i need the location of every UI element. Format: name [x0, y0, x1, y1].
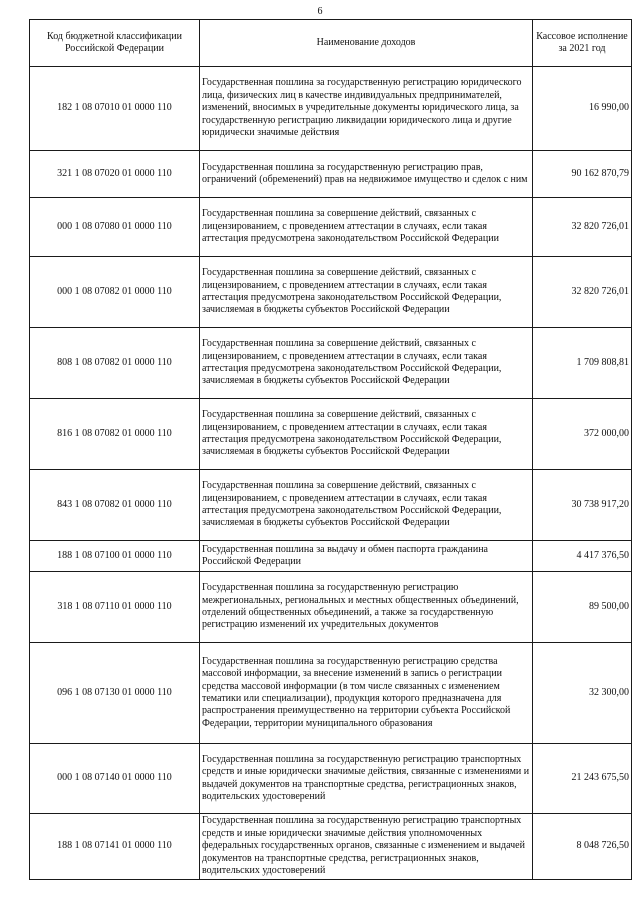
table-row — [30, 744, 632, 814]
name-cell: Государственная пошлина за государственную регистрацию прав, ограничений (обременений) прав на недвижимое имущество и сделок с ним — [200, 151, 533, 198]
name-cell: Государственная пошлина за совершение действий, связанных с лицензированием, с проведением аттестации в случаях, если такая аттестация предусмотрена законодательством Российской Федерации, зачисляемая в бюджеты субъектов Российской Федерации — [200, 257, 533, 328]
code-cell: 182 1 08 07010 01 0000 110 — [30, 67, 200, 151]
amount-cell: 8 048 726,50 — [533, 814, 632, 880]
table-row — [30, 257, 632, 328]
name-cell: Государственная пошлина за совершение действий, связанных с лицензированием, с проведением аттестации в случаях, если такая аттестация предусмотрена законодательством Российской Федерации, зачисляемая в бюджеты субъектов Российской Федерации — [200, 399, 533, 470]
code-cell: 318 1 08 07110 01 0000 110 — [30, 572, 200, 643]
name-cell: Государственная пошлина за государственную регистрацию юридического лица, физических лиц в качестве индивидуальных предпринимателей, изменений, вносимых в учредительные документы юридического лица, за государственную регистрацию ликвидации юридического лица и другие юридически значимые действия — [200, 67, 533, 151]
amount-cell: 32 300,00 — [533, 643, 632, 744]
name-cell: Государственная пошлина за государственную регистрацию транспортных средств и иные юридически значимые действия, связанные с изменениями и выдачей документов на транспортные средства, регистрационных знаков, водительских удостоверений — [200, 744, 533, 814]
table-row — [30, 151, 632, 198]
name-cell: Государственная пошлина за государственную регистрацию транспортных средств и иные юридически значимые действия уполномоченных федеральных государственных органов, связанные с изменением и выдачей документов на транспортные средства, регистрационных знаков, водительских удостоверений — [200, 814, 533, 880]
table-row — [30, 328, 632, 399]
page-number: 6 — [317, 6, 323, 17]
name-cell: Государственная пошлина за совершение действий, связанных с лицензированием, с проведением аттестации в случаях, если такая аттестация предусмотрена законодательством Российской Федерации — [200, 198, 533, 257]
table-header-row — [30, 20, 632, 67]
code-cell: 816 1 08 07082 01 0000 110 — [30, 399, 200, 470]
amount-cell: 89 500,00 — [533, 572, 632, 643]
amount-cell: 372 000,00 — [533, 399, 632, 470]
name-cell: Государственная пошлина за выдачу и обмен паспорта гражданина Российской Федерации — [200, 541, 533, 572]
code-cell: 000 1 08 07080 01 0000 110 — [30, 198, 200, 257]
code-cell: 321 1 08 07020 01 0000 110 — [30, 151, 200, 198]
code-cell: 843 1 08 07082 01 0000 110 — [30, 470, 200, 541]
amount-cell: 1 709 808,81 — [533, 328, 632, 399]
amount-cell: 32 820 726,01 — [533, 198, 632, 257]
header-name: Наименование доходов — [200, 20, 533, 67]
amount-cell: 21 243 675,50 — [533, 744, 632, 814]
table-row — [30, 399, 632, 470]
amount-cell: 90 162 870,79 — [533, 151, 632, 198]
amount-cell: 30 738 917,20 — [533, 470, 632, 541]
code-cell: 188 1 08 07141 01 0000 110 — [30, 814, 200, 880]
header-code: Код бюджетной классификации Российской Федерации — [30, 20, 200, 67]
code-cell: 000 1 08 07140 01 0000 110 — [30, 744, 200, 814]
code-cell: 000 1 08 07082 01 0000 110 — [30, 257, 200, 328]
amount-cell: 4 417 376,50 — [533, 541, 632, 572]
code-cell: 808 1 08 07082 01 0000 110 — [30, 328, 200, 399]
header-amount: Кассовое исполнение за 2021 год — [533, 20, 632, 67]
name-cell: Государственная пошлина за государственную регистрацию межрегиональных, региональных и местных общественных объединений, отделений общественных объединений, а также за государственную регистрацию изменений их учредительных документов — [200, 572, 533, 643]
amount-cell: 16 990,00 — [533, 67, 632, 151]
name-cell: Государственная пошлина за государственную регистрацию средства массовой информации, за внесение изменений в запись о регистрации средства массовой информации (в том числе связанных с изменением тематики или специализации), продукция которого предназначена для распространения преимущественно на территории субъекта Российской Федерации, территории муниципального образования — [200, 643, 533, 744]
code-cell: 096 1 08 07130 01 0000 110 — [30, 643, 200, 744]
amount-cell: 32 820 726,01 — [533, 257, 632, 328]
name-cell: Государственная пошлина за совершение действий, связанных с лицензированием, с проведением аттестации в случаях, если такая аттестация предусмотрена законодательством Российской Федерации, зачисляемая в бюджеты субъектов Российской Федерации — [200, 328, 533, 399]
table-row — [30, 814, 632, 880]
code-cell: 188 1 08 07100 01 0000 110 — [30, 541, 200, 572]
table-row — [30, 572, 632, 643]
table-row — [30, 470, 632, 541]
table-row — [30, 67, 632, 151]
table-row — [30, 643, 632, 744]
table-row — [30, 541, 632, 572]
revenue-table — [29, 19, 632, 880]
name-cell: Государственная пошлина за совершение действий, связанных с лицензированием, с проведением аттестации в случаях, если такая аттестация предусмотрена законодательством Российской Федерации, зачисляемая в бюджеты субъектов Российской Федерации — [200, 470, 533, 541]
table-row — [30, 198, 632, 257]
